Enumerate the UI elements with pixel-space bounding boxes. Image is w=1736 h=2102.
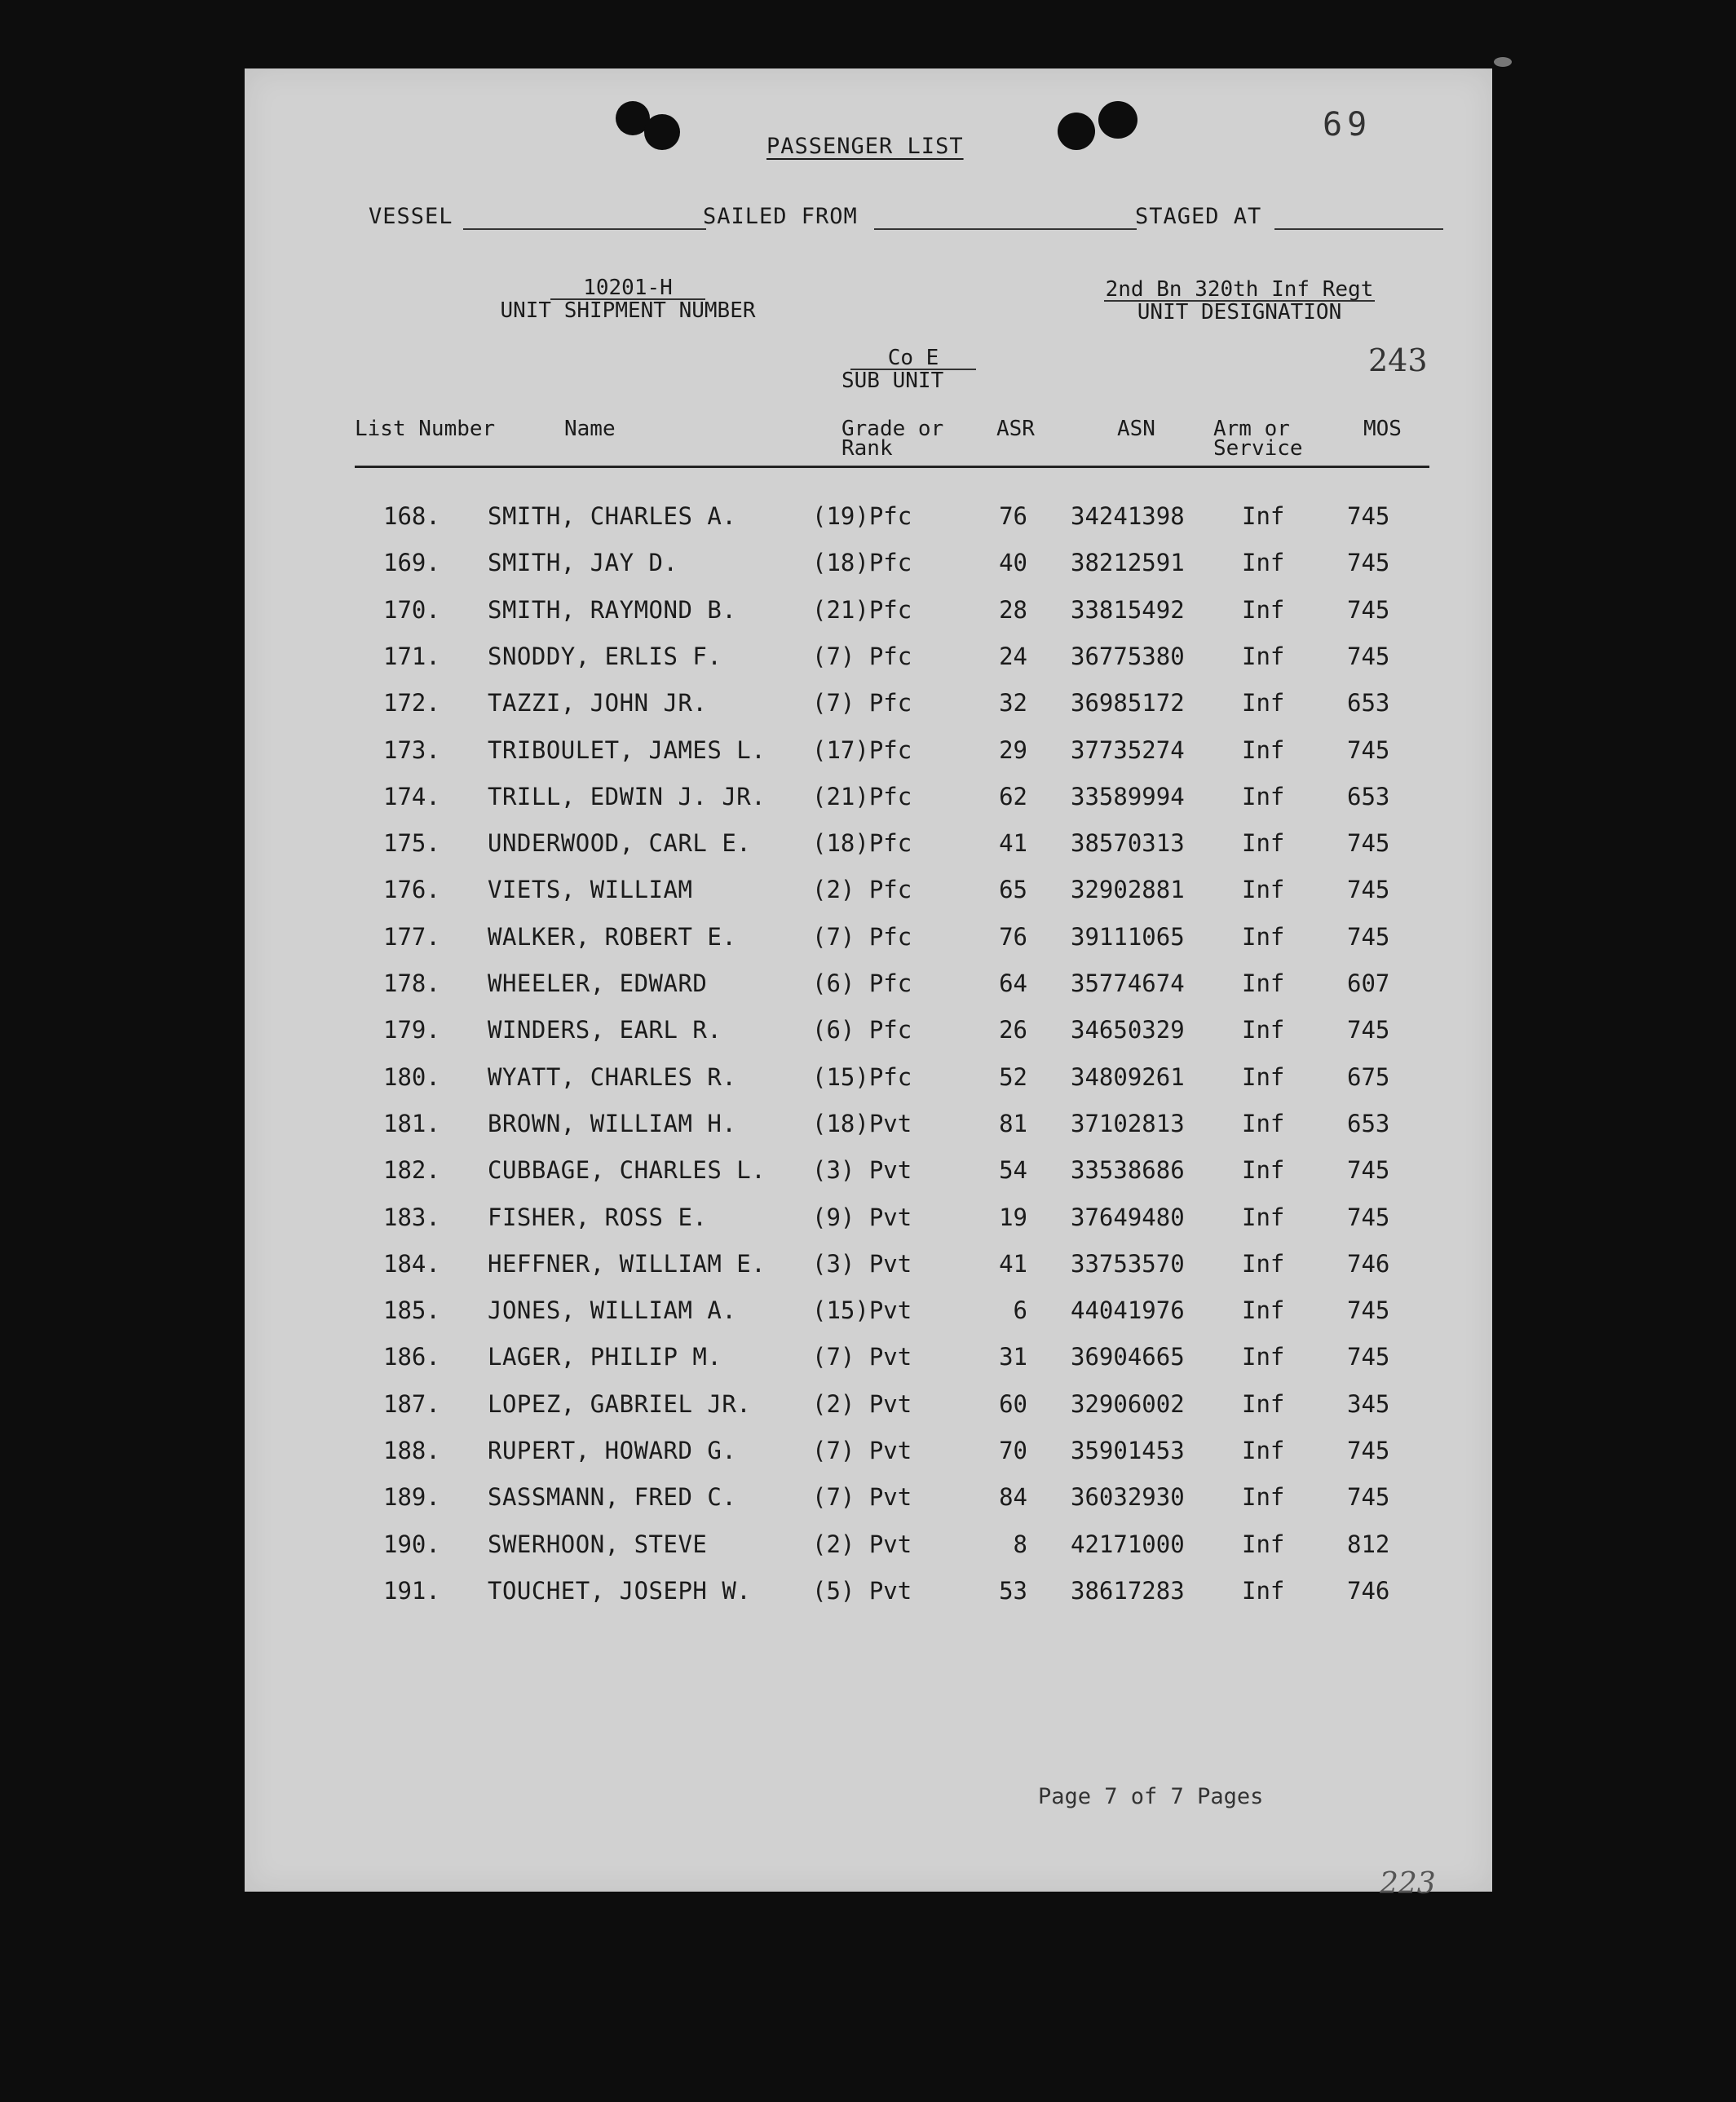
mos-cell: 745 — [1347, 829, 1390, 857]
asn-cell: 37102813 — [1071, 1110, 1185, 1137]
mos-cell: 745 — [1347, 1296, 1390, 1324]
asn-cell: 34650329 — [1071, 1016, 1185, 1044]
name-cell: RUPERT, HOWARD G. — [488, 1437, 737, 1464]
col-grade — [841, 417, 944, 461]
asn-cell: 33538686 — [1071, 1156, 1185, 1184]
table-row — [0, 1343, 1492, 1376]
asn-cell: 34809261 — [1071, 1063, 1185, 1091]
asr-cell: 62 — [999, 783, 1027, 810]
grade-cell: (7) Pvt — [812, 1483, 912, 1511]
punch-hole — [1098, 101, 1137, 139]
table-row — [0, 1110, 1492, 1142]
mos-cell: 812 — [1347, 1530, 1390, 1558]
list-number-cell: 176. — [383, 876, 440, 903]
name-cell: WYATT, CHARLES R. — [488, 1063, 737, 1091]
shipment-number-label: UNIT SHIPMENT NUMBER — [500, 298, 756, 323]
list-number-cell: 179. — [383, 1016, 440, 1044]
table-row — [0, 1530, 1492, 1563]
asn-cell: 33815492 — [1071, 596, 1185, 624]
col-grade-line2: Rank — [841, 436, 893, 461]
name-cell: CUBBAGE, CHARLES L. — [488, 1156, 766, 1184]
shipment-number: 10201-H — [550, 277, 705, 300]
name-cell: JONES, WILLIAM A. — [488, 1296, 737, 1324]
arm-cell: Inf — [1242, 1296, 1285, 1324]
sub-unit-block — [832, 347, 995, 391]
asr-cell: 31 — [999, 1343, 1027, 1371]
mos-cell: 746 — [1347, 1250, 1390, 1278]
arm-cell: Inf — [1242, 969, 1285, 997]
shipment-number-block — [473, 277, 783, 321]
asn-cell: 39111065 — [1071, 923, 1185, 951]
unit-designation: 2nd Bn 320th Inf Regt — [1105, 277, 1374, 302]
unit-designation-block — [1060, 279, 1419, 323]
header-rule — [355, 466, 1429, 468]
table-row — [0, 549, 1492, 581]
mos-cell: 745 — [1347, 643, 1390, 670]
asn-cell: 33589994 — [1071, 783, 1185, 810]
list-number-cell: 190. — [383, 1530, 440, 1558]
name-cell: WHEELER, EDWARD — [488, 969, 708, 997]
name-cell: TRILL, EDWIN J. JR. — [488, 783, 766, 810]
sailed-from-blank — [874, 228, 1137, 230]
name-cell: TOUCHET, JOSEPH W. — [488, 1577, 752, 1605]
asr-cell: 54 — [999, 1156, 1027, 1184]
asr-cell: 76 — [999, 923, 1027, 951]
asn-cell: 42171000 — [1071, 1530, 1185, 1558]
staged-at-blank — [1274, 228, 1443, 230]
table-row — [0, 596, 1492, 629]
handwritten-count: 243 — [1368, 342, 1428, 378]
mos-cell: 745 — [1347, 923, 1390, 951]
asr-cell: 64 — [999, 969, 1027, 997]
asn-cell: 35901453 — [1071, 1437, 1185, 1464]
asr-cell: 65 — [999, 876, 1027, 903]
asr-cell: 8 — [1013, 1530, 1027, 1558]
grade-cell: (3) Pvt — [812, 1250, 912, 1278]
grade-cell: (21)Pfc — [812, 596, 912, 624]
grade-cell: (2) Pfc — [812, 876, 912, 903]
table-row — [0, 1250, 1492, 1283]
list-number-cell: 184. — [383, 1250, 440, 1278]
asr-cell: 29 — [999, 736, 1027, 764]
arm-cell: Inf — [1242, 549, 1285, 576]
table-row — [0, 1016, 1492, 1049]
arm-cell: Inf — [1242, 1577, 1285, 1605]
table-row — [0, 829, 1492, 862]
name-cell: BROWN, WILLIAM H. — [488, 1110, 737, 1137]
list-number-cell: 188. — [383, 1437, 440, 1464]
asn-cell: 36775380 — [1071, 643, 1185, 670]
asn-cell: 32902881 — [1071, 876, 1185, 903]
list-number-cell: 175. — [383, 829, 440, 857]
list-number-cell: 170. — [383, 596, 440, 624]
table-row — [0, 876, 1492, 908]
name-cell: SMITH, JAY D. — [488, 549, 678, 576]
asr-cell: 28 — [999, 596, 1027, 624]
arm-cell: Inf — [1242, 596, 1285, 624]
col-list-number: List Number — [355, 417, 496, 441]
asr-cell: 84 — [999, 1483, 1027, 1511]
grade-cell: (6) Pfc — [812, 1016, 912, 1044]
name-cell: UNDERWOOD, CARL E. — [488, 829, 752, 857]
asn-cell: 32906002 — [1071, 1390, 1185, 1418]
mos-cell: 745 — [1347, 1343, 1390, 1371]
handwritten-number: 223 — [1380, 1867, 1436, 1901]
list-number-cell: 171. — [383, 643, 440, 670]
mos-cell: 345 — [1347, 1390, 1390, 1418]
grade-cell: (6) Pfc — [812, 969, 912, 997]
mos-cell: 745 — [1347, 549, 1390, 576]
asr-cell: 26 — [999, 1016, 1027, 1044]
list-number-cell: 178. — [383, 969, 440, 997]
table-row — [0, 1156, 1492, 1189]
grade-cell: (18)Pvt — [812, 1110, 912, 1137]
asn-cell: 33753570 — [1071, 1250, 1185, 1278]
unit-designation-label: UNIT DESIGNATION — [1137, 300, 1342, 325]
name-cell: WALKER, ROBERT E. — [488, 923, 737, 951]
table-row — [0, 502, 1492, 535]
mos-cell: 653 — [1347, 783, 1390, 810]
asn-cell: 37649480 — [1071, 1203, 1185, 1231]
table-row — [0, 923, 1492, 956]
arm-cell: Inf — [1242, 643, 1285, 670]
mos-cell: 745 — [1347, 502, 1390, 530]
asr-cell: 81 — [999, 1110, 1027, 1137]
mos-cell: 745 — [1347, 1483, 1390, 1511]
table-row — [0, 1390, 1492, 1423]
arm-cell: Inf — [1242, 1343, 1285, 1371]
page-stamp: 69 — [1323, 106, 1372, 144]
table-row — [0, 643, 1492, 675]
col-arm — [1213, 417, 1303, 461]
table-row — [0, 1063, 1492, 1096]
arm-cell: Inf — [1242, 689, 1285, 717]
list-number-cell: 182. — [383, 1156, 440, 1184]
grade-cell: (7) Pvt — [812, 1343, 912, 1371]
col-arm-line1: Arm or — [1213, 417, 1290, 441]
col-name: Name — [564, 417, 616, 441]
grade-cell: (2) Pvt — [812, 1530, 912, 1558]
mos-cell: 653 — [1347, 1110, 1390, 1137]
arm-cell: Inf — [1242, 1156, 1285, 1184]
grade-cell: (17)Pfc — [812, 736, 912, 764]
name-cell: WINDERS, EARL R. — [488, 1016, 722, 1044]
asr-cell: 53 — [999, 1577, 1027, 1605]
asr-cell: 76 — [999, 502, 1027, 530]
grade-cell: (7) Pvt — [812, 1437, 912, 1464]
table-row — [0, 689, 1492, 722]
grade-cell: (7) Pfc — [812, 643, 912, 670]
list-number-cell: 185. — [383, 1296, 440, 1324]
name-cell: SWERHOON, STEVE — [488, 1530, 708, 1558]
mos-cell: 675 — [1347, 1063, 1390, 1091]
name-cell: HEFFNER, WILLIAM E. — [488, 1250, 766, 1278]
staged-at-label: STAGED AT — [1135, 204, 1262, 229]
asr-cell: 32 — [999, 689, 1027, 717]
mos-cell: 745 — [1347, 1016, 1390, 1044]
mos-cell: 745 — [1347, 1437, 1390, 1464]
asr-cell: 41 — [999, 1250, 1027, 1278]
arm-cell: Inf — [1242, 1110, 1285, 1137]
list-number-cell: 169. — [383, 549, 440, 576]
col-grade-line1: Grade or — [841, 417, 944, 441]
sub-unit-label: SUB UNIT — [841, 369, 944, 393]
col-arm-line2: Service — [1213, 436, 1303, 461]
arm-cell: Inf — [1242, 1437, 1285, 1464]
punch-hole — [1058, 113, 1095, 150]
asn-cell: 36904665 — [1071, 1343, 1185, 1371]
name-cell: LAGER, PHILIP M. — [488, 1343, 722, 1371]
asr-cell: 70 — [999, 1437, 1027, 1464]
grade-cell: (15)Pfc — [812, 1063, 912, 1091]
grade-cell: (18)Pfc — [812, 829, 912, 857]
name-cell: FISHER, ROSS E. — [488, 1203, 708, 1231]
vessel-label: VESSEL — [369, 204, 453, 229]
asn-cell: 38617283 — [1071, 1577, 1185, 1605]
table-row — [0, 1483, 1492, 1516]
mos-cell: 745 — [1347, 736, 1390, 764]
list-number-cell: 174. — [383, 783, 440, 810]
page-title: PASSENGER LIST — [766, 134, 964, 159]
table-row — [0, 1203, 1492, 1236]
asn-cell: 36985172 — [1071, 689, 1185, 717]
asr-cell: 19 — [999, 1203, 1027, 1231]
sub-unit: Co E — [850, 347, 977, 370]
arm-cell: Inf — [1242, 1063, 1285, 1091]
asr-cell: 60 — [999, 1390, 1027, 1418]
arm-cell: Inf — [1242, 736, 1285, 764]
asn-cell: 44041976 — [1071, 1296, 1185, 1324]
col-asn: ASN — [1117, 417, 1155, 441]
name-cell: VIETS, WILLIAM — [488, 876, 693, 903]
asn-cell: 36032930 — [1071, 1483, 1185, 1511]
asr-cell: 40 — [999, 549, 1027, 576]
arm-cell: Inf — [1242, 1390, 1285, 1418]
punch-hole — [644, 114, 680, 150]
asr-cell: 41 — [999, 829, 1027, 857]
name-cell: TRIBOULET, JAMES L. — [488, 736, 766, 764]
arm-cell: Inf — [1242, 1250, 1285, 1278]
list-number-cell: 181. — [383, 1110, 440, 1137]
mos-cell: 746 — [1347, 1577, 1390, 1605]
name-cell: SMITH, RAYMOND B. — [488, 596, 737, 624]
pagination: Page 7 of 7 Pages — [1038, 1784, 1264, 1809]
table-row — [0, 736, 1492, 769]
name-cell: TAZZI, JOHN JR. — [488, 689, 708, 717]
grade-cell: (19)Pfc — [812, 502, 912, 530]
name-cell: SNODDY, ERLIS F. — [488, 643, 722, 670]
mos-cell: 745 — [1347, 1156, 1390, 1184]
asn-cell: 38212591 — [1071, 549, 1185, 576]
grade-cell: (7) Pfc — [812, 923, 912, 951]
list-number-cell: 183. — [383, 1203, 440, 1231]
asr-cell: 6 — [1013, 1296, 1027, 1324]
list-number-cell: 189. — [383, 1483, 440, 1511]
arm-cell: Inf — [1242, 829, 1285, 857]
speck — [1494, 57, 1512, 67]
mos-cell: 653 — [1347, 689, 1390, 717]
list-number-cell: 180. — [383, 1063, 440, 1091]
mos-cell: 745 — [1347, 876, 1390, 903]
vessel-blank — [463, 228, 706, 230]
list-number-cell: 168. — [383, 502, 440, 530]
mos-cell: 607 — [1347, 969, 1390, 997]
asn-cell: 37735274 — [1071, 736, 1185, 764]
grade-cell: (9) Pvt — [812, 1203, 912, 1231]
sailed-from-label: SAILED FROM — [703, 204, 858, 229]
arm-cell: Inf — [1242, 783, 1285, 810]
grade-cell: (2) Pvt — [812, 1390, 912, 1418]
arm-cell: Inf — [1242, 1203, 1285, 1231]
table-row — [0, 1577, 1492, 1610]
table-row — [0, 1296, 1492, 1329]
col-asr: ASR — [996, 417, 1035, 441]
mos-cell: 745 — [1347, 596, 1390, 624]
arm-cell: Inf — [1242, 1530, 1285, 1558]
asr-cell: 24 — [999, 643, 1027, 670]
list-number-cell: 177. — [383, 923, 440, 951]
asn-cell: 35774674 — [1071, 969, 1185, 997]
list-number-cell: 191. — [383, 1577, 440, 1605]
asn-cell: 34241398 — [1071, 502, 1185, 530]
list-number-cell: 187. — [383, 1390, 440, 1418]
arm-cell: Inf — [1242, 1016, 1285, 1044]
arm-cell: Inf — [1242, 1483, 1285, 1511]
table-row — [0, 969, 1492, 1002]
list-number-cell: 173. — [383, 736, 440, 764]
asn-cell: 38570313 — [1071, 829, 1185, 857]
asr-cell: 52 — [999, 1063, 1027, 1091]
name-cell: LOPEZ, GABRIEL JR. — [488, 1390, 752, 1418]
arm-cell: Inf — [1242, 876, 1285, 903]
arm-cell: Inf — [1242, 502, 1285, 530]
mos-cell: 745 — [1347, 1203, 1390, 1231]
list-number-cell: 186. — [383, 1343, 440, 1371]
grade-cell: (21)Pfc — [812, 783, 912, 810]
grade-cell: (7) Pfc — [812, 689, 912, 717]
arm-cell: Inf — [1242, 923, 1285, 951]
col-mos: MOS — [1363, 417, 1402, 441]
grade-cell: (15)Pvt — [812, 1296, 912, 1324]
grade-cell: (5) Pvt — [812, 1577, 912, 1605]
name-cell: SMITH, CHARLES A. — [488, 502, 737, 530]
name-cell: SASSMANN, FRED C. — [488, 1483, 737, 1511]
grade-cell: (3) Pvt — [812, 1156, 912, 1184]
list-number-cell: 172. — [383, 689, 440, 717]
table-row — [0, 783, 1492, 815]
grade-cell: (18)Pfc — [812, 549, 912, 576]
table-row — [0, 1437, 1492, 1469]
